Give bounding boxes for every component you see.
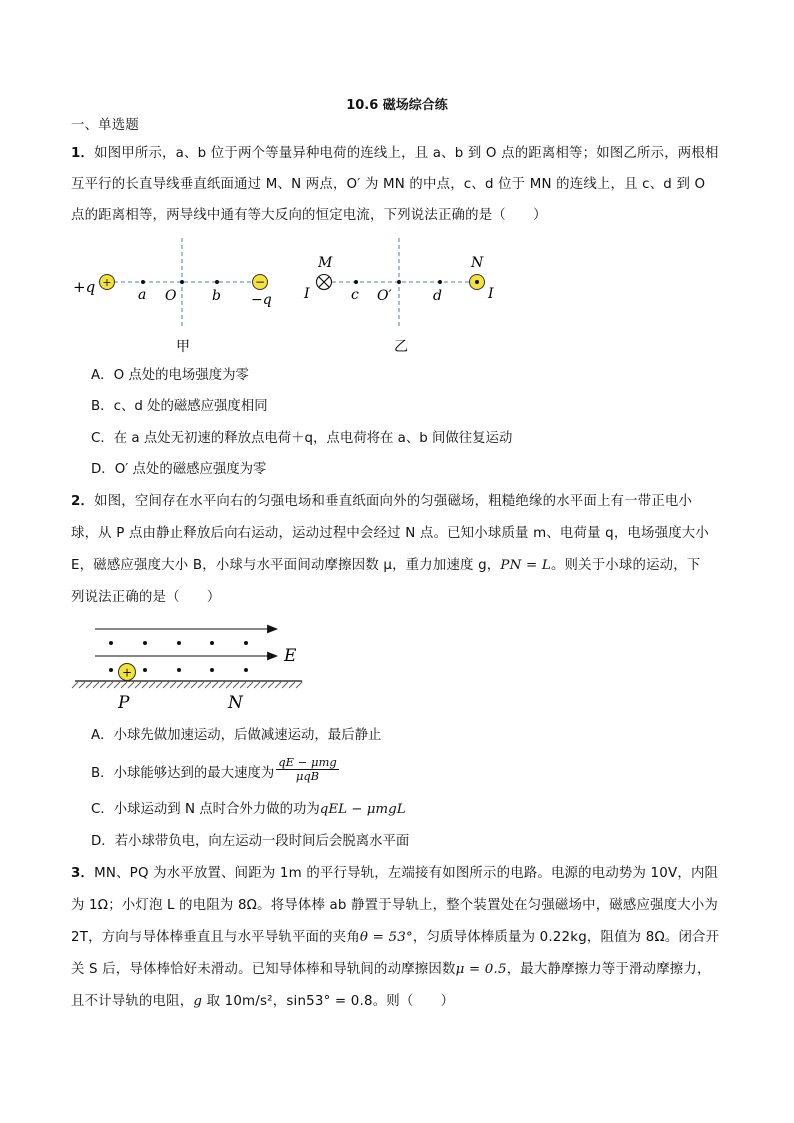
- q2-number: 2．: [71, 494, 95, 509]
- q2-line1: 2．如图，空间存在水平向右的匀强电场和垂直纸面向外的匀强磁场，粗糙绝缘的水平面上有一带正电小: [71, 494, 693, 509]
- label-O-prime: O′: [377, 288, 392, 304]
- q2-line2: 球，从 P 点由静止释放后向右运动，运动过程中会经过 N 点。已知小球质量 m、电荷量 q，电场强度大小: [71, 526, 709, 541]
- q3-line5: 且不计导轨的电阻，g 取 10m/s²，sin53° = 0.8。则（ ）: [71, 994, 455, 1009]
- q1-figure: [0, 235, 794, 360]
- label-N: N: [471, 255, 484, 271]
- q3-line2: 为 1Ω；小灯泡 L 的电阻为 8Ω。将导体棒 ab 静置于导轨上，整个装置处在匀强磁场中，磁感应强度大小为: [71, 898, 719, 913]
- label-P: P: [118, 693, 130, 713]
- label-plus-q: +q: [73, 278, 96, 296]
- label-b: b: [212, 288, 221, 304]
- label-E: E: [284, 646, 297, 666]
- label-I-right: I: [488, 286, 494, 302]
- current-out-of-page-icon: [470, 275, 485, 290]
- q2-option-c: C．小球运动到 N 点时合外力做的功为qEL − μmgL: [91, 802, 406, 817]
- q1-option-d: D．O′ 点处的磁感应强度为零: [91, 462, 267, 477]
- figure-yi: [303, 238, 494, 355]
- q2-option-a: A．小球先做加速运动，后做减速运动，最后静止: [91, 728, 382, 743]
- q3-number: 3．: [71, 866, 95, 881]
- label-c: c: [351, 287, 359, 303]
- q2-option-d: D．若小球带负电，向左运动一段时间后会脱离水平面: [91, 834, 410, 849]
- svg-text:+: +: [121, 665, 133, 680]
- q2-line3: E，磁感应强度大小 B，小球与水平面间动摩擦因数 μ，重力加速度 g，PN = L。则关于小球的运动，下: [71, 558, 701, 573]
- q2-option-b: B．小球能够达到的最大速度为 $\frac{\text{qE − μmg}}{\text{μqB}}$: [91, 755, 337, 783]
- q1-option-c: C．在 a 点处无初速的释放点电荷＋q，点电荷将在 a、b 间做往复运动: [91, 431, 513, 446]
- label-I-left: I: [304, 286, 310, 302]
- q1-number: 1．: [71, 146, 95, 161]
- label-O: O: [165, 288, 177, 304]
- q2-figure: [70, 618, 390, 713]
- current-into-page-icon: [317, 275, 332, 290]
- page-title: 10.6 磁场综合练: [346, 98, 448, 113]
- max-speed-fraction: $\frac{\text{qE − μmg}}{\text{μqB}}$: [278, 755, 337, 783]
- q3-line1: 3．MN、PQ 为水平放置、间距为 1m 的平行导轨，左端接有如图所示的电路。电源的电动势为 10V，内阻: [71, 866, 719, 881]
- caption-yi: 乙: [394, 339, 408, 355]
- q3-line4: 关 S 后，导体棒恰好未滑动。已知导体棒和导轨间的动摩擦因数μ = 0.5，最大静摩擦力等于滑动摩擦力，: [71, 962, 711, 977]
- caption-jia: 甲: [176, 339, 190, 355]
- q1-line2: 互平行的长直导线垂直纸面通过 M、N 两点，O′ 为 MN 的中点，c、d 位于 MN 的连线上，且 c、d 到 O: [71, 177, 706, 192]
- label-d: d: [433, 288, 442, 304]
- label-a: a: [138, 287, 147, 303]
- label-M: M: [318, 255, 333, 271]
- section-heading: 一、单选题: [71, 118, 139, 133]
- q1-line1: 1．如图甲所示，a、b 位于两个等量异种电荷的连线上，且 a、b 到 O 点的距离相等；如图乙所示，两根相: [71, 146, 719, 161]
- label-N-point: N: [228, 693, 243, 713]
- q1-line3: 点的距离相等，两导线中通有等大反向的恒定电流，下列说法正确的是（ ）: [71, 208, 547, 223]
- q1-option-a: A．O 点处的电场强度为零: [91, 368, 249, 383]
- label-minus-q: −q: [251, 292, 272, 308]
- svg-text:−: −: [254, 275, 266, 289]
- svg-text:+: +: [102, 276, 112, 289]
- q2-line4: 列说法正确的是（ ）: [71, 590, 221, 605]
- q1-option-b: B．c、d 处的磁感应强度相同: [91, 399, 268, 414]
- figure-jia: [73, 238, 272, 355]
- q3-line3: 2T，方向与导体棒垂直且与水平导轨平面的夹角θ = 53°，匀质导体棒质量为 0.22kg，阻值为 8Ω。闭合开: [71, 930, 720, 945]
